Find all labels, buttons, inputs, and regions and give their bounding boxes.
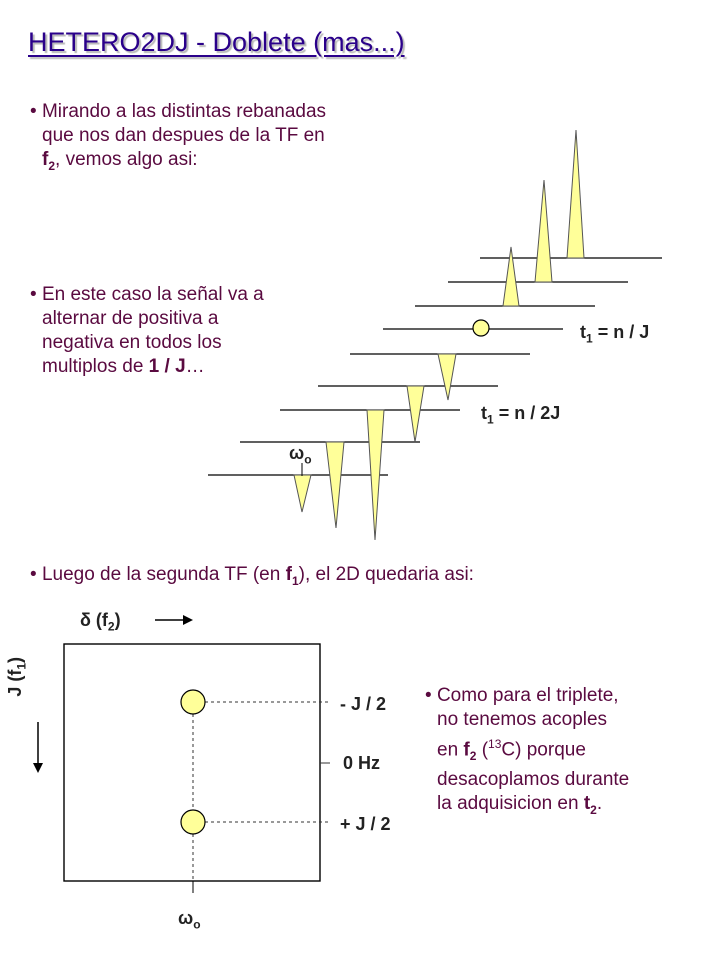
decoupling-paragraph	[425, 684, 629, 822]
para3-pre: Luego de la segunda TF (en	[41, 564, 286, 585]
ellipsis: …	[185, 356, 205, 377]
f2-sub: 2	[48, 158, 56, 173]
peak-minus-j2	[181, 690, 205, 714]
bullet: •	[30, 101, 37, 122]
para4-line1: Como para el triplete,	[436, 685, 619, 706]
f1-sub: 1	[291, 573, 299, 588]
bullet: •	[425, 685, 432, 706]
peak-neg-2	[326, 442, 344, 528]
peak-pos-1	[503, 247, 519, 306]
t1-n-over-j-label: $t_1 = n / J$	[580, 322, 650, 346]
para4-line3: en $f_2$ ($^{13}$C) porque	[437, 737, 586, 764]
inverse-j: 1 / J	[148, 356, 186, 377]
f2-axis-arrowhead	[183, 615, 193, 625]
j-f1-axis-label: J $(f_1)$	[5, 656, 29, 697]
para3-post: ), el 2D quedaria asi:	[298, 564, 474, 585]
zero-signal-dot	[473, 320, 489, 336]
page-title: HETERO2DJ - Doblete (mas...)	[28, 27, 405, 57]
para2-line4-pre: multiplos de	[42, 356, 149, 377]
para1-line1: Mirando a las distintas rebanadas	[41, 101, 327, 122]
peak-neg-4	[438, 354, 456, 400]
f1-axis-arrowhead	[33, 763, 43, 773]
peaks	[294, 130, 584, 540]
second-tf-paragraph	[30, 563, 474, 593]
minus-j2-label: - J / 2	[340, 694, 387, 714]
omega-o-label-top: $\omega_o$	[289, 443, 312, 467]
para4-line2: no tenemos acoples	[437, 709, 608, 730]
f2-var: f	[42, 149, 49, 170]
zero-hz-label: 0 Hz	[343, 753, 381, 773]
peak-pos-small	[407, 386, 424, 442]
omega-o-label-bottom: $\omega_o$	[178, 908, 201, 932]
bullet: •	[30, 284, 37, 305]
peak-pos-3	[567, 130, 584, 258]
peak-plus-j2	[181, 810, 205, 834]
para1-line3-rest: , vemos algo asi:	[55, 149, 198, 170]
bullet: •	[30, 564, 37, 585]
t1-n-over-2j-label: $t_1 = n / 2J$	[481, 403, 561, 427]
f1-var: f	[285, 564, 292, 585]
baselines	[208, 258, 662, 475]
para4-line5: la adquisicion en $t_2$.	[437, 793, 603, 817]
para1-line2: que nos dan despues de la TF en	[42, 125, 325, 146]
plus-j2-label: + J / 2	[340, 814, 391, 834]
para4-line4: desacoplamos durante	[437, 769, 630, 791]
2d-map-frame	[64, 644, 320, 881]
peak-neg-1	[294, 475, 311, 512]
para2-line1: En este caso la señal va a	[41, 284, 264, 305]
para2-line2: alternar de positiva a	[42, 308, 219, 329]
peak-pos-2	[535, 180, 552, 282]
delta-f2-axis-label: δ $(f_2)$	[80, 610, 121, 634]
para2-line3: negativa en todos los	[42, 332, 222, 353]
